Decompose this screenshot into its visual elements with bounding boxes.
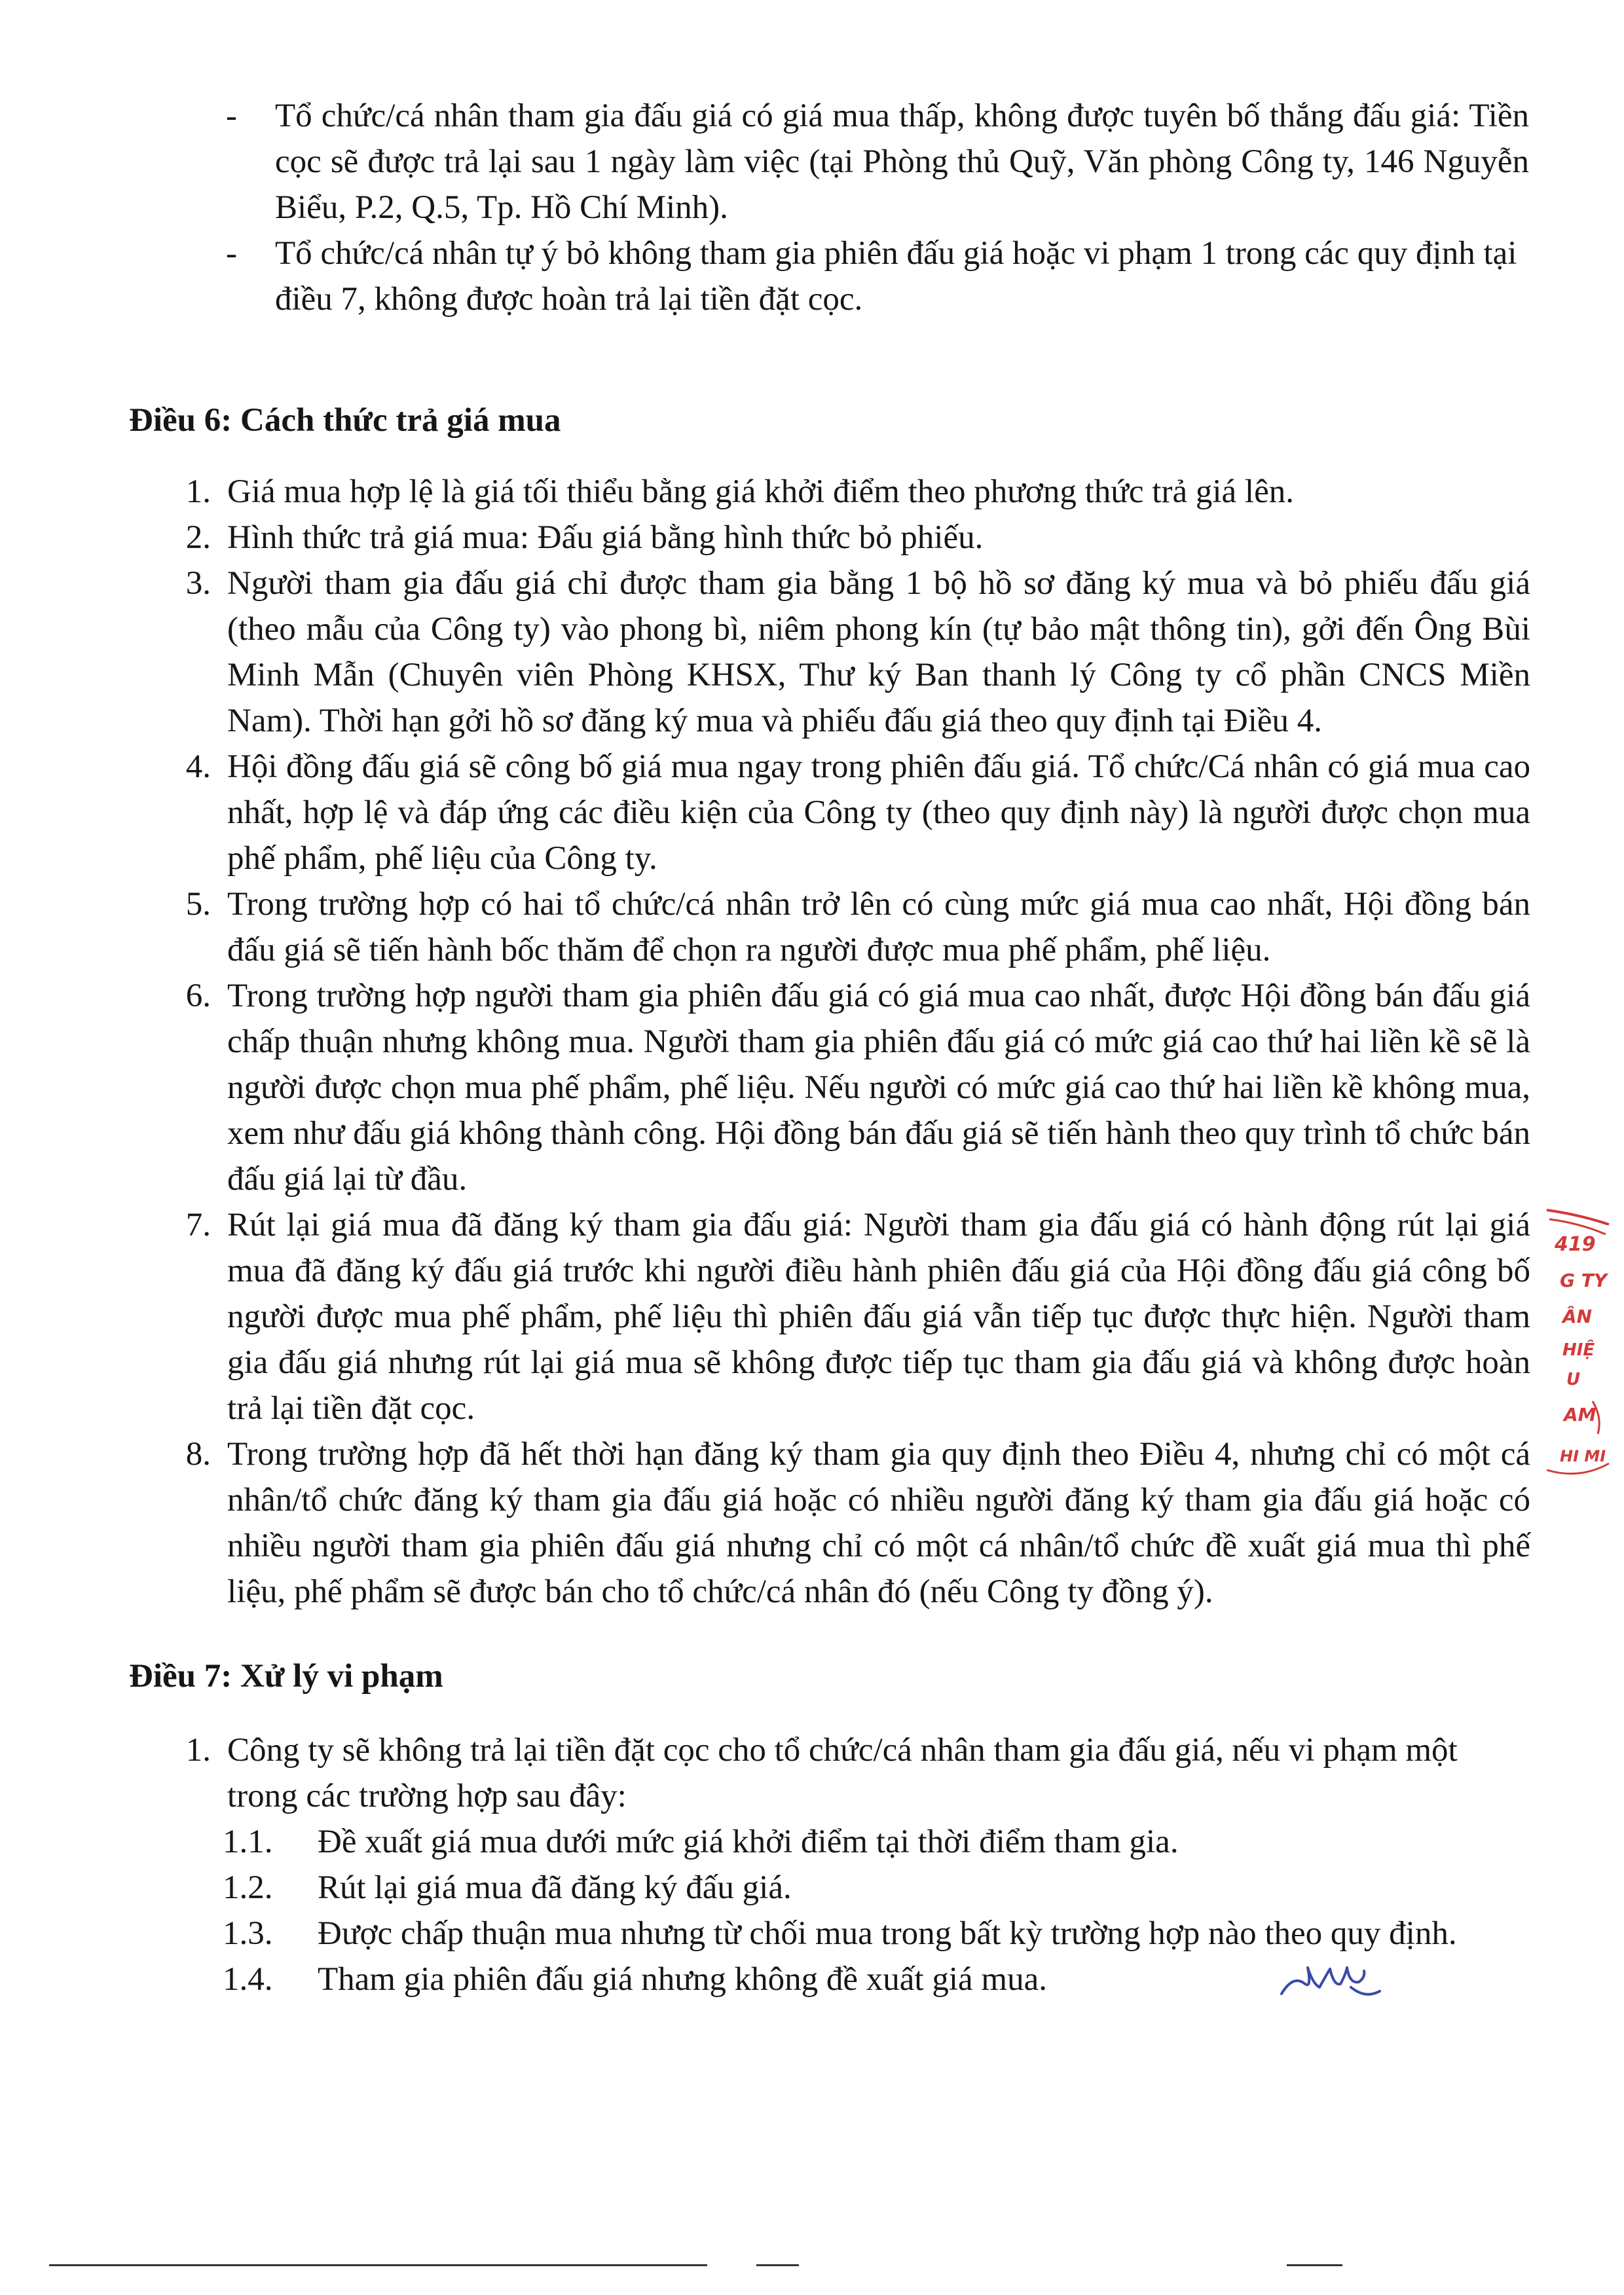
article-7-subitem-1-2: [223, 1865, 1532, 1911]
subitem-number: 1.1.: [223, 1824, 273, 1860]
article-6-item-3: [172, 560, 1530, 744]
stamp-fragment: 419: [1555, 1233, 1596, 1256]
item-text: Hình thức trả giá mua: Đấu giá bằng hình thức bỏ phiếu.: [227, 519, 984, 556]
item-number: 6.: [185, 978, 211, 1014]
article-6-item-1: [172, 469, 1530, 515]
item-number: 2.: [185, 519, 211, 556]
stamp-fragment: AM: [1564, 1404, 1596, 1425]
bullet-text: Tổ chức/cá nhân tham gia đấu giá có giá mua thấp, không được tuyên bố thắng đấu giá: Tiền cọc sẽ được trả lại sau 1 ngày làm việc (tại Phòng thủ Quỹ, Văn phòng Công ty, 146 Nguyễn Biểu, P.2, Q.5, Tp. Hồ Chí Minh).: [275, 98, 1529, 226]
article-7-subitem-1-1: [223, 1819, 1532, 1865]
article-6-item-5: [172, 881, 1530, 973]
stamp-fragment: HI MI: [1560, 1447, 1606, 1465]
article-7-item-1: [172, 1727, 1530, 1819]
item-number: 4.: [185, 748, 211, 785]
deposit-forfeit-bullet: [226, 230, 1529, 322]
article-6-item-6: [172, 973, 1530, 1202]
subitem-number: 1.4.: [223, 1961, 273, 1998]
subitem-text: Rút lại giá mua đã đăng ký đấu giá.: [318, 1869, 792, 1906]
item-text: Công ty sẽ không trả lại tiền đặt cọc cho tổ chức/cá nhân tham gia đấu giá, nếu vi phạm một trong các trường hợp sau đây:: [227, 1732, 1458, 1814]
stamp-fragment: G TY: [1560, 1270, 1608, 1291]
item-text: Người tham gia đấu giá chỉ được tham gia bằng 1 bộ hồ sơ đăng ký mua và bỏ phiếu đấu giá (theo mẫu của Công ty) vào phong bì, niêm phong kín (tự bảo mật thông tin), gởi đến Ông Bùi Minh Mẫn (Chuyên viên Phòng KHSX, Thư ký Ban thanh lý Công ty cổ phần CNCS Miền Nam). Thời hạn gởi hồ sơ đăng ký mua và phiếu đấu giá theo quy định tại Điều 4.: [227, 565, 1530, 739]
handwritten-initials-signature: [1274, 1948, 1385, 2010]
footer-rule-right: [1287, 2264, 1342, 2266]
stamp-fragment: ÂN: [1562, 1306, 1593, 1327]
article-6-item-2: [172, 515, 1530, 560]
item-text: Trong trường hợp người tham gia phiên đấu giá có giá mua cao nhất, được Hội đồng bán đấu giá chấp thuận nhưng không mua. Người tham gia phiên đấu giá có mức giá cao thứ hai liền kề sẽ là người được chọn mua phế phẩm, phế liệu. Nếu người có mức giá cao thứ hai liền kề không mua, xem như đấu giá không thành công. Hội đồng bán đấu giá sẽ tiến hành theo quy trình tổ chức bán đấu giá lại từ đầu.: [227, 978, 1530, 1198]
article-7-heading: Điều 7: Xử lý vi phạm: [129, 1658, 443, 1695]
dash-marker: -: [226, 98, 237, 134]
deposit-refund-bullet: [226, 93, 1529, 230]
item-text: Trong trường hợp đã hết thời hạn đăng ký tham gia quy định theo Điều 4, nhưng chỉ có một cá nhân/tổ chức đăng ký tham gia đấu giá hoặc có nhiều người đăng ký tham gia đấu giá hoặc có nhiều người tham gia phiên đấu giá nhưng chỉ có một cá nhân/tổ chức đề xuất giá mua thì phế liệu, phế phẩm sẽ được bán cho tổ chức/cá nhân đó (nếu Công ty đồng ý).: [227, 1436, 1530, 1610]
item-number: 1.: [185, 1732, 211, 1769]
article-6-item-4: [172, 744, 1530, 881]
stamp-fragment: U: [1566, 1370, 1581, 1389]
item-number: 1.: [185, 473, 211, 510]
article-6-heading: Điều 6: Cách thức trả giá mua: [129, 402, 561, 439]
dash-marker: -: [226, 235, 237, 272]
item-number: 7.: [185, 1207, 211, 1243]
subitem-text: Đề xuất giá mua dưới mức giá khởi điểm tại thời điểm tham gia.: [318, 1824, 1179, 1860]
stamp-fragment: HIỆ: [1562, 1340, 1595, 1360]
item-number: 5.: [185, 886, 211, 923]
article-6-item-7: [172, 1202, 1530, 1431]
red-stamp-seal: [1540, 1205, 1612, 1486]
footer-rule-mid: [756, 2264, 799, 2266]
subitem-text: Được chấp thuận mua nhưng từ chối mua trong bất kỳ trường hợp nào theo quy định.: [318, 1915, 1457, 1952]
item-text: Rút lại giá mua đã đăng ký tham gia đấu giá: Người tham gia đấu giá có hành động rút lại giá mua đã đăng ký đấu giá trước khi người điều hành phiên đấu giá của Hội đồng đấu giá công bố người được mua phế phẩm, phế liệu thì phiên đấu giá vẫn tiếp tục được thực hiện. Người tham gia đấu giá nhưng rút lại giá mua sẽ không được tiếp tục tham gia đấu giá và không được hoàn trả lại tiền đặt cọc.: [227, 1207, 1530, 1427]
item-number: 8.: [185, 1436, 211, 1473]
item-text: Hội đồng đấu giá sẽ công bố giá mua ngay trong phiên đấu giá. Tổ chức/Cá nhân có giá mua cao nhất, hợp lệ và đáp ứng các điều kiện của Công ty (theo quy định này) là người được chọn mua phế phẩm, phế liệu của Công ty.: [227, 748, 1530, 877]
item-text: Giá mua hợp lệ là giá tối thiểu bằng giá khởi điểm theo phương thức trả giá lên.: [227, 473, 1294, 510]
subitem-number: 1.3.: [223, 1915, 273, 1952]
item-number: 3.: [185, 565, 211, 602]
article-6-item-8: [172, 1431, 1530, 1615]
subitem-number: 1.2.: [223, 1869, 273, 1906]
bullet-text: Tổ chức/cá nhân tự ý bỏ không tham gia phiên đấu giá hoặc vi phạm 1 trong các quy định tại điều 7, không được hoàn trả lại tiền đặt cọc.: [275, 235, 1517, 318]
item-text: Trong trường hợp có hai tổ chức/cá nhân trở lên có cùng mức giá mua cao nhất, Hội đồng bán đấu giá sẽ tiến hành bốc thăm để chọn ra người được mua phế phẩm, phế liệu.: [227, 886, 1530, 968]
footer-rule-left: [49, 2264, 707, 2266]
subitem-text: Tham gia phiên đấu giá nhưng không đề xuất giá mua.: [318, 1961, 1047, 1998]
